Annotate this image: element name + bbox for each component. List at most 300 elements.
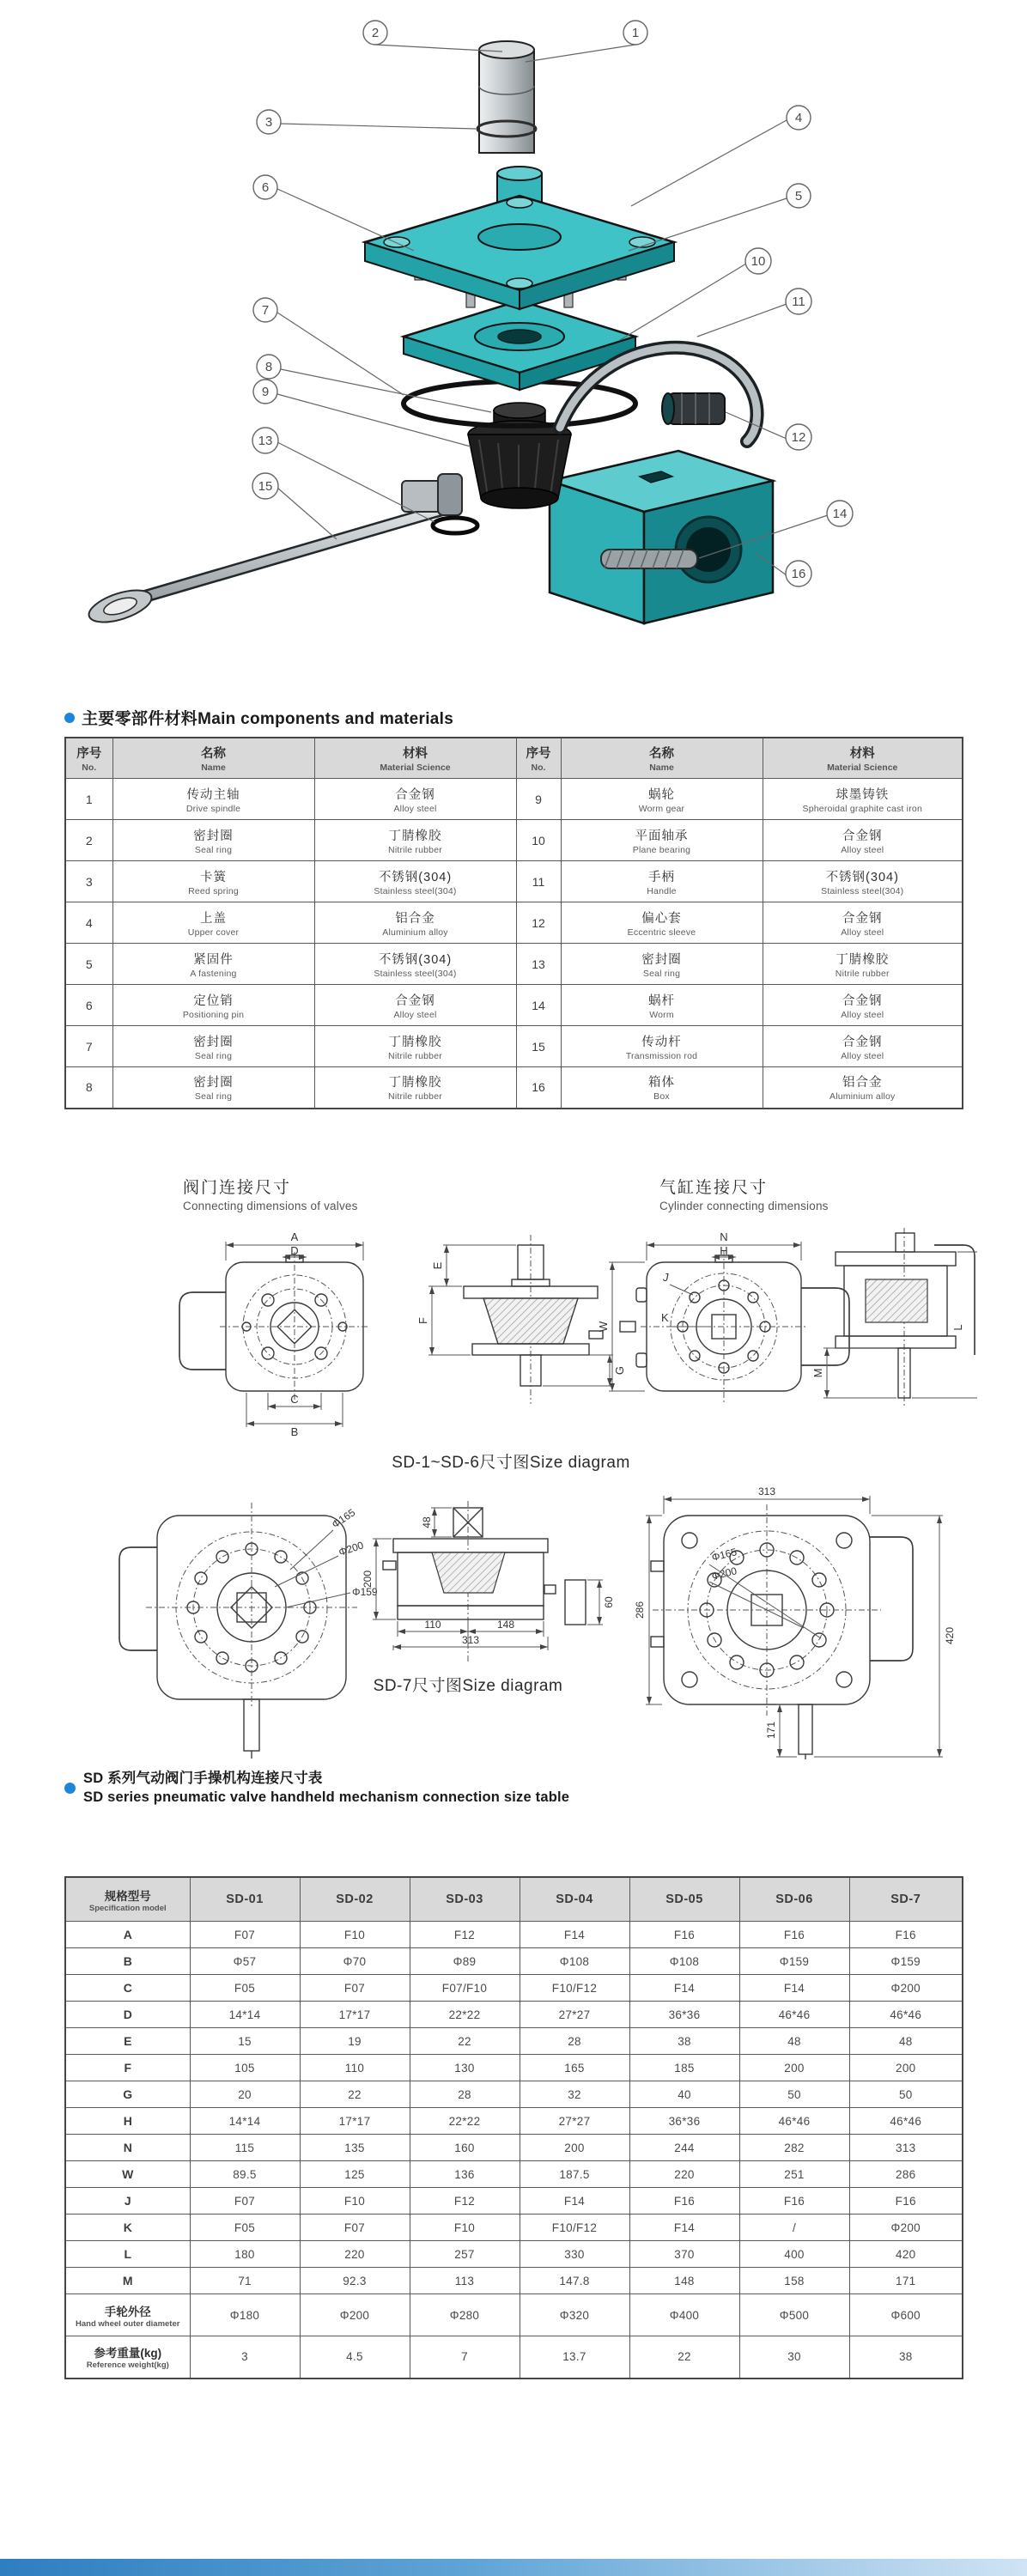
size-value-cell: 50: [849, 2081, 963, 2108]
size-value-cell: F12: [410, 1922, 520, 1948]
size-value-cell: /: [739, 2215, 849, 2241]
zh-label: 手柄: [648, 870, 675, 884]
sd7-rear-flange-view: [634, 1485, 956, 1759]
size-value-cell: 36*36: [629, 2002, 739, 2028]
size-value-cell: 13.7: [520, 2336, 629, 2379]
size-value-cell: 187.5: [520, 2161, 629, 2188]
zh-label: 蜗杆: [648, 993, 675, 1008]
hdr-en: Name: [201, 762, 226, 773]
materials-material-cell: [763, 779, 963, 820]
sd7-dim-420: 420: [944, 1626, 956, 1645]
bullet-icon: [64, 713, 75, 723]
callout-12: [786, 424, 811, 450]
zh-label: 不锈钢(304): [378, 952, 453, 967]
size-value-cell: Φ200: [849, 1975, 963, 2002]
materials-material-cell: [314, 902, 516, 944]
size-value-cell: 71: [190, 2268, 300, 2294]
size-value-cell: 165: [520, 2055, 629, 2081]
size-value-cell: 14*14: [190, 2108, 300, 2135]
model-header: SD-02: [300, 1877, 410, 1922]
size-value-cell: F16: [849, 2188, 963, 2215]
size-row-label: L: [65, 2241, 190, 2268]
size-row: [65, 2161, 963, 2188]
en-label: Aluminium alloy: [829, 1091, 896, 1103]
materials-name-cell: [561, 1067, 763, 1109]
en-label: Positioning pin: [182, 1009, 245, 1020]
svg-text:1: 1: [631, 26, 640, 40]
size-value-cell: 313: [849, 2135, 963, 2161]
dim-W: W: [597, 1321, 610, 1333]
materials-name-cell: [112, 779, 314, 820]
size-row-label: A: [65, 1922, 190, 1948]
size-row: [65, 1975, 963, 2002]
materials-row: [65, 861, 963, 902]
sd7-dim-200: Φ200: [337, 1539, 366, 1558]
size-value-cell: 36*36: [629, 2108, 739, 2135]
sd7-dim-165b: Φ165: [710, 1546, 738, 1564]
materials-name-cell: [561, 902, 763, 944]
sd7-side-view: [362, 1501, 615, 1664]
size-value-cell: 38: [849, 2336, 963, 2379]
size-value-cell: 22*22: [410, 2002, 520, 2028]
size-value-cell: 28: [520, 2028, 629, 2055]
cyl-title-en: Cylinder connecting dimensions: [659, 1200, 829, 1212]
zh-label: 定位销: [193, 993, 234, 1008]
dim-J: J: [663, 1271, 669, 1284]
valve-side-view: [416, 1235, 626, 1404]
materials-material-cell: [314, 1026, 516, 1067]
size-value-cell: F16: [739, 1922, 849, 1948]
materials-no-cell: 5: [65, 944, 112, 985]
zh-label: 不锈钢(304): [825, 870, 899, 884]
valve-title-en: Connecting dimensions of valves: [183, 1200, 358, 1212]
size-value-cell: F07: [190, 2188, 300, 2215]
hdr-en: Material Science: [380, 762, 451, 773]
size-value-cell: 125: [300, 2161, 410, 2188]
size-value-cell: F14: [629, 2215, 739, 2241]
materials-no-cell: 3: [65, 861, 112, 902]
size-value-cell: 105: [190, 2055, 300, 2081]
materials-row: [65, 1026, 963, 1067]
svg-text:4: 4: [794, 111, 803, 125]
zh-label: 丁腈橡胶: [388, 1076, 442, 1091]
en-label: Eccentric sleeve: [627, 927, 696, 938]
materials-no-cell: 9: [516, 779, 561, 820]
size-value-cell: 38: [629, 2028, 739, 2055]
size-row-label: J: [65, 2188, 190, 2215]
en-label: Seal ring: [194, 844, 233, 855]
size-value-cell: 89.5: [190, 2161, 300, 2188]
size-row: [65, 2002, 963, 2028]
size-value-cell: 220: [629, 2161, 739, 2188]
size-value-cell: 22: [410, 2028, 520, 2055]
model-header: SD-05: [629, 1877, 739, 1922]
materials-no-cell: 12: [516, 902, 561, 944]
dim-N: N: [720, 1230, 728, 1243]
callout-13: [252, 428, 278, 453]
sd16-caption: SD-1~SD-6尺寸图Size diagram: [392, 1454, 630, 1472]
svg-text:12: 12: [791, 430, 806, 445]
materials-material-cell: [314, 944, 516, 985]
sd7-dim-171: 171: [765, 1721, 777, 1740]
valve-front-view: [179, 1230, 369, 1438]
zh-label: 传动杆: [641, 1035, 682, 1049]
callout-16: [786, 561, 811, 586]
zh-label: 合金钢: [842, 993, 883, 1008]
zh-label: 密封圈: [193, 1035, 234, 1049]
materials-material-cell: [314, 861, 516, 902]
callout-11: [786, 289, 811, 314]
size-value-cell: 3: [190, 2336, 300, 2379]
materials-row: [65, 779, 963, 820]
size-value-cell: 370: [629, 2241, 739, 2268]
en-label: Upper cover: [187, 927, 240, 938]
size-value-cell: F10: [300, 2188, 410, 2215]
size-value-cell: F14: [629, 1975, 739, 2002]
svg-text:5: 5: [794, 189, 803, 204]
size-value-cell: 286: [849, 2161, 963, 2188]
size-value-cell: 46*46: [849, 2108, 963, 2135]
svg-text:14: 14: [832, 507, 848, 521]
size-row-label: E: [65, 2028, 190, 2055]
worm-gear: [468, 403, 571, 508]
materials-section-title: [64, 706, 453, 729]
size-value-cell: 200: [849, 2055, 963, 2081]
callout-1: [623, 21, 647, 45]
en-label: Nitrile rubber: [388, 1091, 442, 1103]
size-value-cell: Φ70: [300, 1948, 410, 1975]
zh-label: 紧固件: [193, 952, 234, 967]
size-row-label: M: [65, 2268, 190, 2294]
size-value-cell: 257: [410, 2241, 520, 2268]
cyl-title-zh: 气缸连接尺寸: [659, 1179, 769, 1197]
materials-header-material: [314, 738, 516, 779]
worm: [601, 550, 697, 568]
size-value-cell: 330: [520, 2241, 629, 2268]
dim-L: L: [951, 1324, 964, 1331]
zh-label: 参考重量(kg): [94, 2347, 162, 2360]
size-row: [65, 2028, 963, 2055]
spec-model-header: [65, 1877, 190, 1922]
en-label: Seal ring: [194, 1050, 233, 1061]
materials-name-cell: [112, 902, 314, 944]
dim-A: A: [290, 1230, 299, 1243]
en-label: Stainless steel(304): [374, 885, 457, 896]
size-value-cell: 420: [849, 2241, 963, 2268]
callout-4: [787, 106, 811, 130]
size-value-cell: Φ200: [849, 2215, 963, 2241]
hdr-zh: 材料: [849, 747, 875, 761]
size-value-cell: Φ108: [629, 1948, 739, 1975]
materials-no-cell: 16: [516, 1067, 561, 1109]
zh-label: 丁腈橡胶: [388, 1035, 442, 1049]
size-value-cell: 135: [300, 2135, 410, 2161]
size-value-cell: 17*17: [300, 2002, 410, 2028]
materials-header-no: [516, 738, 561, 779]
materials-no-cell: 13: [516, 944, 561, 985]
hdr-zh: 名称: [649, 747, 674, 761]
size-value-cell: 46*46: [849, 2002, 963, 2028]
exploded-view-svg: [0, 0, 1027, 696]
model-header: SD-7: [849, 1877, 963, 1922]
size-value-cell: 27*27: [520, 2108, 629, 2135]
size-value-cell: 48: [739, 2028, 849, 2055]
size-value-cell: F05: [190, 1975, 300, 2002]
sd7-dim-200b: 200: [362, 1570, 374, 1589]
sd7-dim-313t: 313: [757, 1485, 776, 1498]
size-value-cell: F16: [629, 2188, 739, 2215]
size-value-cell: 30: [739, 2336, 849, 2379]
materials-material-cell: [763, 1067, 963, 1109]
svg-text:11: 11: [792, 295, 805, 309]
size-value-cell: 136: [410, 2161, 520, 2188]
model-header: SD-03: [410, 1877, 520, 1922]
materials-name-cell: [561, 1026, 763, 1067]
en-label: Plane bearing: [632, 844, 691, 855]
materials-no-cell: 2: [65, 820, 112, 861]
zh-label: 上盖: [200, 911, 227, 926]
materials-no-cell: 8: [65, 1067, 112, 1109]
size-value-cell: Φ280: [410, 2294, 520, 2336]
size-value-cell: F07: [300, 1975, 410, 2002]
zh-label: 合金钢: [842, 1035, 883, 1049]
size-value-cell: F14: [520, 1922, 629, 1948]
size-value-cell: Φ500: [739, 2294, 849, 2336]
size-value-cell: 50: [739, 2081, 849, 2108]
materials-no-cell: 10: [516, 820, 561, 861]
size-value-cell: 20: [190, 2081, 300, 2108]
en-label: Reference weight(kg): [86, 2360, 169, 2371]
size-title-zh: SD 系列气动阀门手操机构连接尺寸表: [83, 1771, 323, 1786]
hdr-zh: 名称: [201, 747, 226, 761]
zh-label: 规格型号: [104, 1889, 151, 1903]
materials-name-cell: [112, 944, 314, 985]
size-value-cell: F07: [300, 2215, 410, 2241]
callout-9: [253, 380, 277, 404]
size-value-cell: 92.3: [300, 2268, 410, 2294]
zh-label: 手轮外径: [104, 2305, 151, 2318]
size-value-cell: 220: [300, 2241, 410, 2268]
sd7-dim-200c: Φ200: [710, 1564, 738, 1583]
materials-name-cell: [112, 1026, 314, 1067]
hdr-en: No.: [531, 762, 546, 773]
zh-label: 偏心套: [641, 911, 682, 926]
svg-text:16: 16: [791, 567, 806, 581]
size-table-title: [64, 1769, 569, 1807]
size-row-label: D: [65, 2002, 190, 2028]
en-label: Nitrile rubber: [388, 844, 442, 855]
en-label: Hand wheel outer diameter: [76, 2318, 180, 2329]
materials-header-row: [65, 738, 963, 779]
size-row: [65, 2188, 963, 2215]
materials-name-cell: [561, 779, 763, 820]
size-value-cell: F07/F10: [410, 1975, 520, 2002]
materials-no-cell: 1: [65, 779, 112, 820]
callout-5: [787, 184, 811, 208]
en-label: Transmission rod: [625, 1050, 698, 1061]
en-label: Worm: [649, 1009, 674, 1020]
size-value-cell: 251: [739, 2161, 849, 2188]
materials-name-cell: [561, 985, 763, 1026]
size-row-label: K: [65, 2215, 190, 2241]
materials-no-cell: 6: [65, 985, 112, 1026]
sd7-dim-165: Φ165: [329, 1506, 358, 1531]
size-value-cell: Φ600: [849, 2294, 963, 2336]
materials-title-text: 主要零部件材料Main components and materials: [82, 710, 454, 728]
size-header-row: [65, 1877, 963, 1922]
size-value-cell: 113: [410, 2268, 520, 2294]
size-row-label: G: [65, 2081, 190, 2108]
size-value-cell: 200: [520, 2135, 629, 2161]
sd7-dim-148: 148: [496, 1619, 515, 1631]
size-value-cell: Φ159: [849, 1948, 963, 1975]
size-value-cell: F16: [849, 1922, 963, 1948]
materials-table: [64, 737, 963, 1109]
size-value-cell: 7: [410, 2336, 520, 2379]
zh-label: 密封圈: [193, 1076, 234, 1091]
en-label: Worm gear: [638, 803, 685, 814]
size-value-cell: 22*22: [410, 2108, 520, 2135]
zh-label: 合金钢: [395, 993, 435, 1008]
sd7-dim-48: 48: [421, 1516, 433, 1528]
en-label: Box: [653, 1091, 670, 1103]
sd7-dim-286: 286: [634, 1601, 646, 1619]
en-label: Reed spring: [188, 885, 239, 896]
size-value-cell: Φ89: [410, 1948, 520, 1975]
size-row-label: C: [65, 1975, 190, 2002]
size-value-cell: Φ320: [520, 2294, 629, 2336]
size-value-cell: F10: [300, 1922, 410, 1948]
model-header: SD-04: [520, 1877, 629, 1922]
en-label: Specification model: [88, 1903, 167, 1913]
materials-material-cell: [314, 779, 516, 820]
en-label: A fastening: [190, 968, 237, 979]
zh-label: 箱体: [648, 1076, 675, 1091]
size-value-cell: 32: [520, 2081, 629, 2108]
materials-material-cell: [763, 902, 963, 944]
size-value-cell: 147.8: [520, 2268, 629, 2294]
materials-row: [65, 902, 963, 944]
zh-label: 密封圈: [193, 829, 234, 843]
size-value-cell: F14: [520, 2188, 629, 2215]
size-value-cell: F10/F12: [520, 2215, 629, 2241]
materials-material-cell: [763, 944, 963, 985]
model-header: SD-01: [190, 1877, 300, 1922]
materials-name-cell: [561, 944, 763, 985]
callout-6: [253, 175, 277, 199]
en-label: Seal ring: [642, 968, 681, 979]
size-value-cell: 110: [300, 2055, 410, 2081]
en-label: Nitrile rubber: [388, 1050, 442, 1061]
callout-8: [257, 355, 281, 379]
materials-row: [65, 944, 963, 985]
connection-size-table: [64, 1876, 963, 2379]
dim-D: D: [290, 1244, 299, 1257]
callout-10: [745, 248, 771, 274]
size-row-label: F: [65, 2055, 190, 2081]
svg-text:2: 2: [371, 26, 380, 40]
svg-text:9: 9: [261, 385, 270, 399]
materials-header-no: [65, 738, 112, 779]
size-value-cell: 400: [739, 2241, 849, 2268]
hdr-en: No.: [82, 762, 97, 773]
size-row: [65, 2241, 963, 2268]
materials-material-cell: [763, 1026, 963, 1067]
materials-row: [65, 985, 963, 1026]
size-value-cell: 130: [410, 2055, 520, 2081]
eccentric-sleeve: [662, 393, 725, 424]
size-row: [65, 2108, 963, 2135]
materials-material-cell: [314, 1067, 516, 1109]
dim-H: H: [720, 1244, 728, 1257]
size-value-cell: 46*46: [739, 2002, 849, 2028]
cylinder-side-view: [811, 1228, 977, 1408]
en-label: Seal ring: [194, 1091, 233, 1103]
size-row-label: [65, 2336, 190, 2379]
size-value-cell: Φ400: [629, 2294, 739, 2336]
dim-B: B: [290, 1425, 299, 1438]
size-row: [65, 2055, 963, 2081]
en-label: Alloy steel: [841, 1009, 884, 1020]
size-value-cell: 171: [849, 2268, 963, 2294]
dim-M: M: [811, 1368, 824, 1378]
size-value-cell: 200: [739, 2055, 849, 2081]
en-label: Stainless steel(304): [821, 885, 904, 896]
en-label: Nitrile rubber: [835, 968, 890, 979]
size-value-cell: 4.5: [300, 2336, 410, 2379]
svg-text:7: 7: [261, 303, 270, 318]
en-label: Alloy steel: [841, 844, 884, 855]
size-row: [65, 2336, 963, 2379]
size-value-cell: Φ200: [300, 2294, 410, 2336]
materials-no-cell: 11: [516, 861, 561, 902]
size-value-cell: F16: [629, 1922, 739, 1948]
size-value-cell: 22: [629, 2336, 739, 2379]
size-value-cell: 46*46: [739, 2108, 849, 2135]
callout-3: [257, 110, 281, 134]
sd7-caption: SD-7尺寸图Size diagram: [373, 1677, 563, 1695]
zh-label: 铝合金: [395, 911, 435, 926]
size-value-cell: 180: [190, 2241, 300, 2268]
materials-row: [65, 820, 963, 861]
size-value-cell: Φ108: [520, 1948, 629, 1975]
materials-material-cell: [763, 985, 963, 1026]
en-label: Alloy steel: [841, 927, 884, 938]
bullet-icon: [64, 1783, 76, 1794]
size-value-cell: Φ159: [739, 1948, 849, 1975]
size-row: [65, 1948, 963, 1975]
size-value-cell: 48: [849, 2028, 963, 2055]
size-value-cell: Φ180: [190, 2294, 300, 2336]
model-header: SD-06: [739, 1877, 849, 1922]
svg-text:8: 8: [264, 360, 273, 374]
en-label: Spheroidal graphite cast iron: [802, 803, 922, 814]
materials-header-name: [112, 738, 314, 779]
size-value-cell: F07: [190, 1922, 300, 1948]
materials-name-cell: [112, 861, 314, 902]
en-label: Alloy steel: [393, 1009, 437, 1020]
drive-spindle: [477, 41, 536, 153]
size-value-cell: 185: [629, 2055, 739, 2081]
materials-header-material: [763, 738, 963, 779]
sd7-dim-159: Φ159: [352, 1586, 378, 1598]
dim-G: G: [613, 1365, 626, 1376]
size-value-cell: F12: [410, 2188, 520, 2215]
materials-name-cell: [112, 1067, 314, 1109]
size-row-label: H: [65, 2108, 190, 2135]
size-value-cell: 158: [739, 2268, 849, 2294]
size-row: [65, 2268, 963, 2294]
